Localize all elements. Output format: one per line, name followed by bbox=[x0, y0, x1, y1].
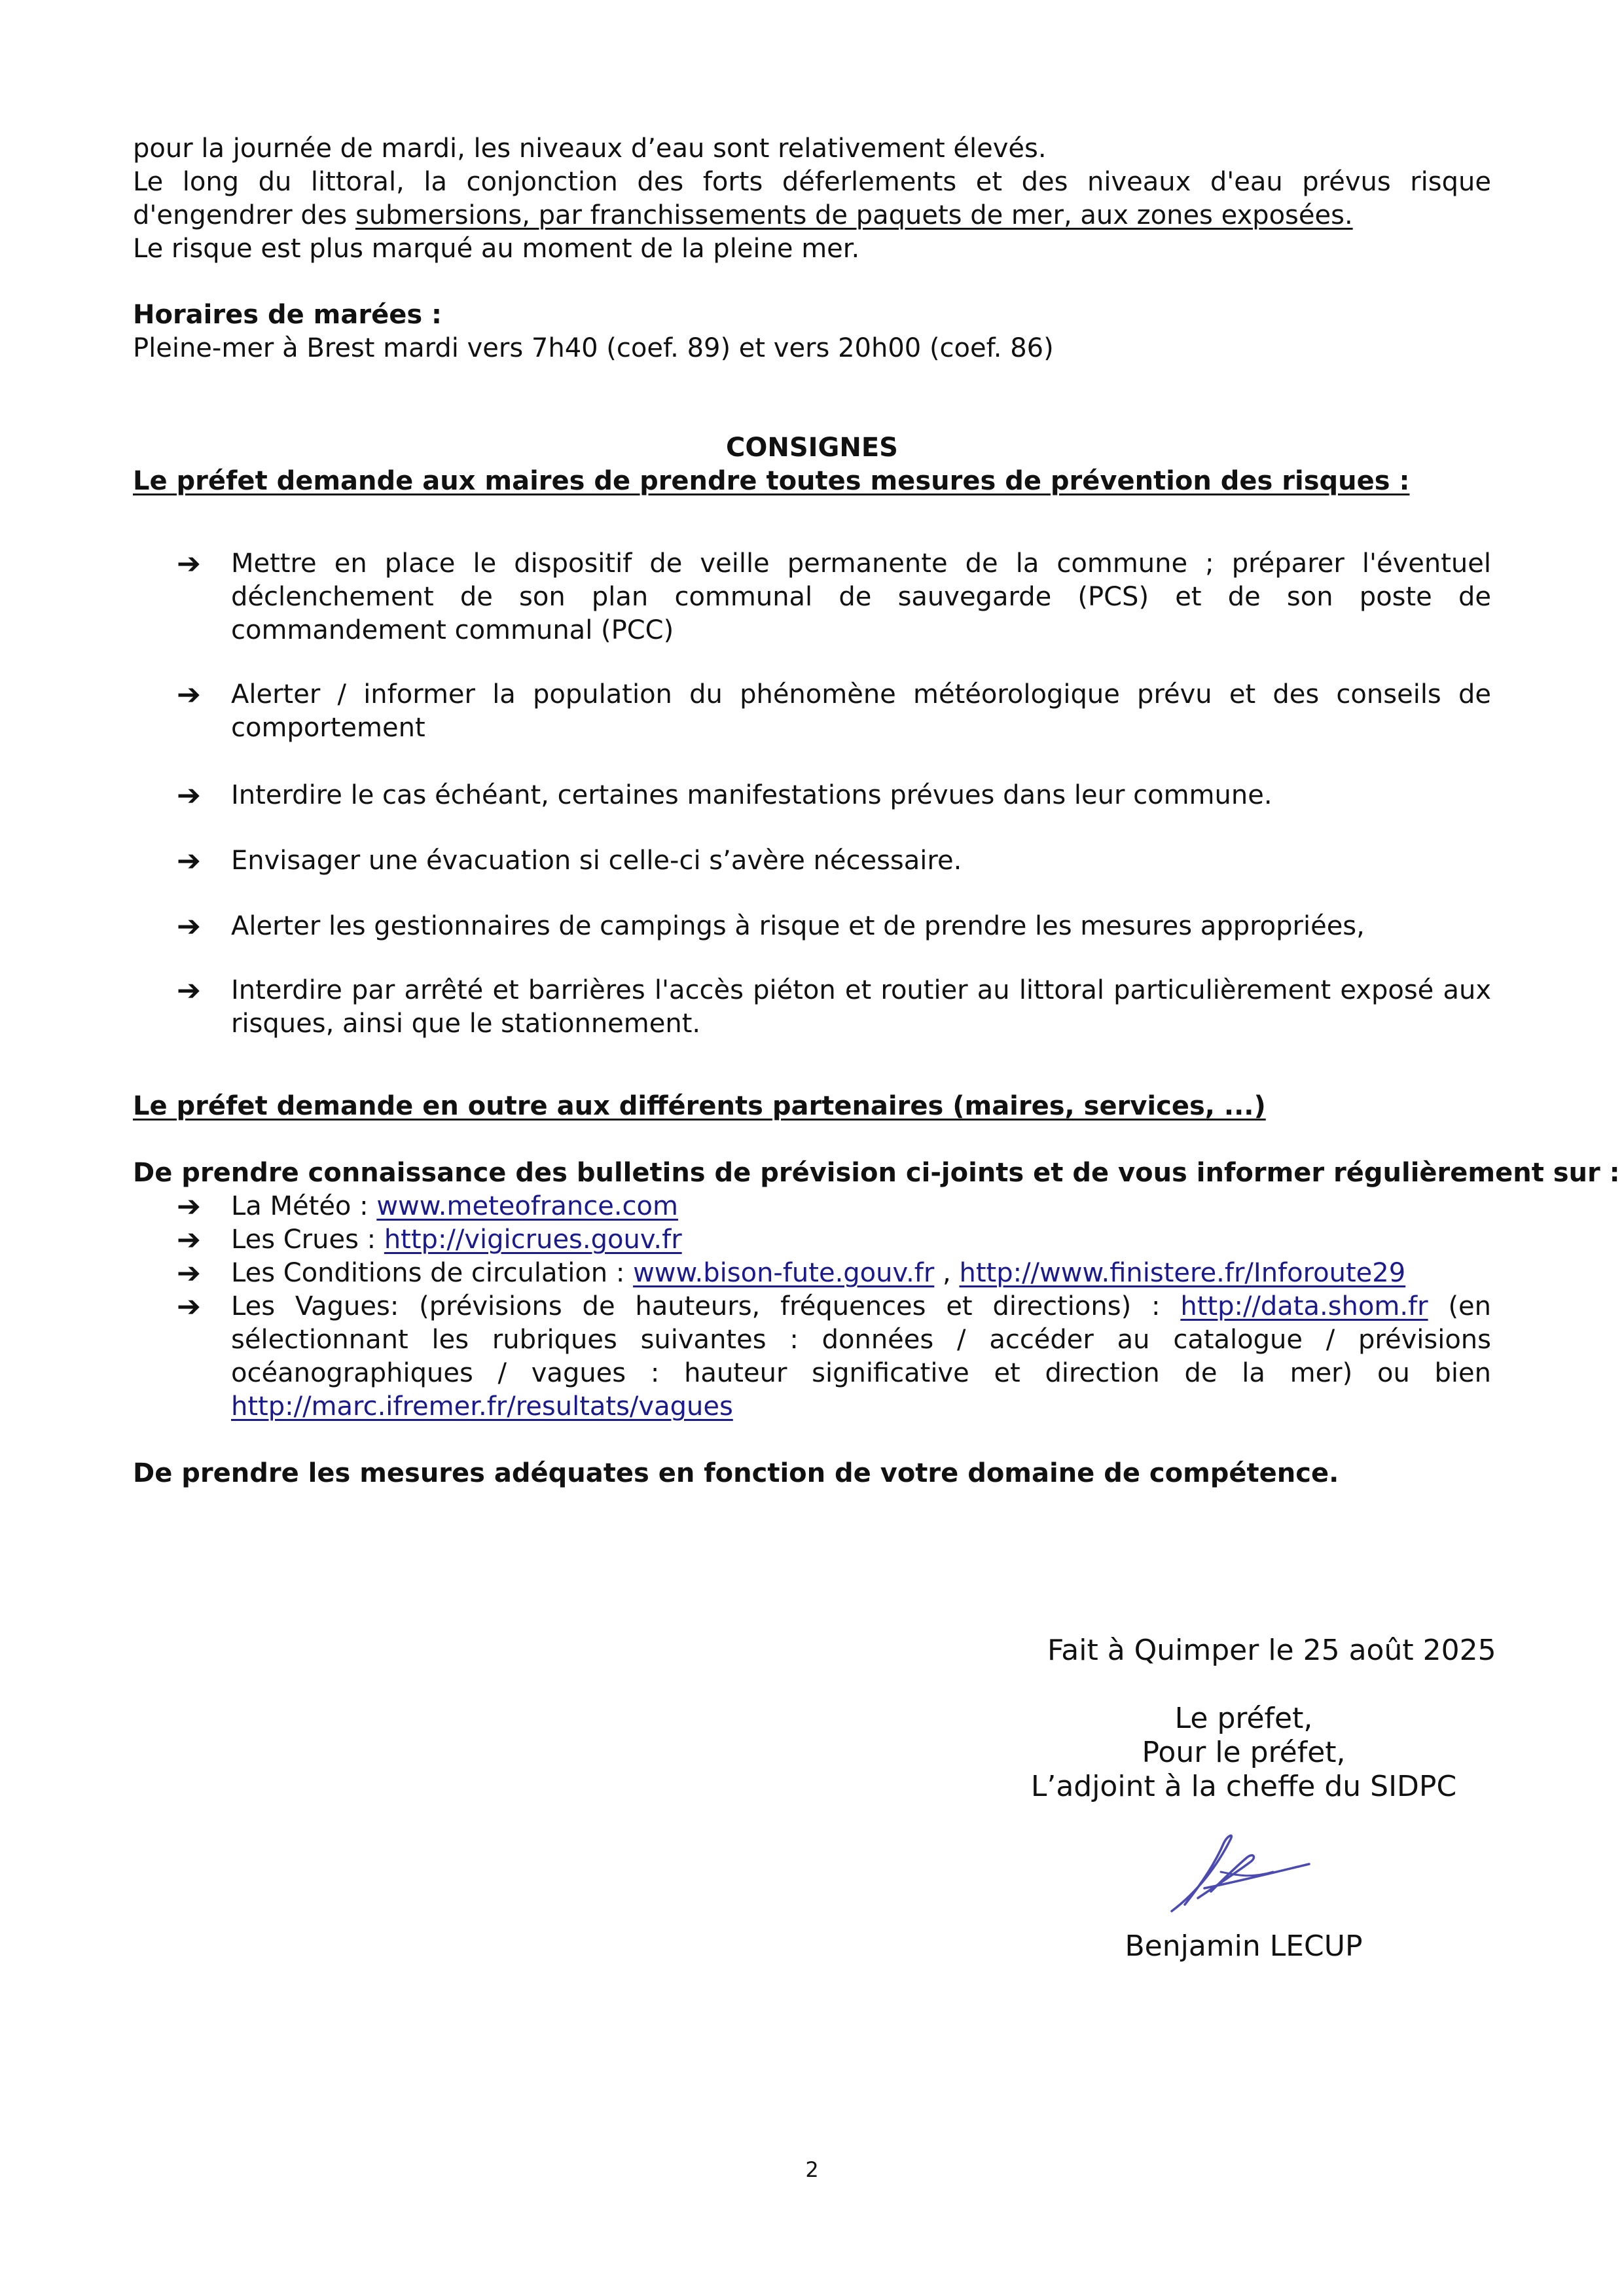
tides-heading: Horaires de marées : bbox=[133, 300, 442, 330]
crues-item: Les Crues : http://vigicrues.gouv.fr bbox=[231, 1225, 682, 1255]
arrow-bullet-icon: ➔ bbox=[177, 779, 201, 812]
vigicrues-link[interactable]: http://vigicrues.gouv.fr bbox=[384, 1225, 682, 1255]
handwritten-signature-image bbox=[1159, 1826, 1329, 1924]
circulation-item: Les Conditions de circulation : www.bison-fute.gouv.fr , http://www.finistere.fr/Inforoute29 bbox=[231, 1258, 1406, 1288]
closing-instruction: De prendre les mesures adéquates en fonction de votre domaine de compétence. bbox=[133, 1458, 1339, 1488]
arrow-bullet-icon: ➔ bbox=[177, 974, 201, 1007]
submersion-warning: submersions, par franchissements de paquets de mer, aux zones exposées. bbox=[355, 200, 1353, 230]
intro-line-2: Le long du littoral, la conjonction des forts déferlements et des niveaux d'eau prévus risque bbox=[133, 167, 1491, 197]
consigne-item-6: Interdire par arrêté et barrières l'accès piéton et routier au littoral particulièrement exposé aux risques, ainsi que le stationnement. bbox=[231, 975, 1491, 1039]
consignes-subtitle: Le préfet demande aux maires de prendre toutes mesures de prévention des risques : bbox=[133, 466, 1410, 496]
inforoute29-link[interactable]: http://www.finistere.fr/Inforoute29 bbox=[959, 1258, 1406, 1288]
arrow-bullet-icon: ➔ bbox=[177, 1257, 201, 1290]
intro-line-1: pour la journée de mardi, les niveaux d’eau sont relativement élevés. bbox=[133, 134, 1047, 164]
intro-line-4: Le risque est plus marqué au moment de la pleine mer. bbox=[133, 234, 860, 264]
place-date: Fait à Quimper le 25 août 2025 bbox=[1047, 1634, 1496, 1667]
info-heading: De prendre connaissance des bulletins de prévision ci-joints et de vous informer régulièrement sur : bbox=[133, 1158, 1620, 1188]
arrow-bullet-icon: ➔ bbox=[177, 1290, 201, 1323]
signature-role-1: Le préfet, bbox=[1174, 1702, 1313, 1735]
arrow-bullet-icon: ➔ bbox=[177, 547, 201, 581]
signature-role-3: L’adjoint à la cheffe du SIDPC bbox=[1030, 1770, 1457, 1803]
consignes-title: CONSIGNES bbox=[726, 433, 898, 463]
page-number: 2 bbox=[805, 2157, 819, 2182]
consigne-item-3: Interdire le cas échéant, certaines manifestations prévues dans leur commune. bbox=[231, 780, 1272, 810]
meteo-item: La Météo : www.meteofrance.com bbox=[231, 1191, 678, 1221]
signatory-name: Benjamin LECUP bbox=[1125, 1929, 1363, 1963]
ifremer-vagues-link[interactable]: http://marc.ifremer.fr/resultats/vagues bbox=[231, 1391, 733, 1422]
consigne-item-2: Alerter / informer la population du phénomène météorologique prévu et des conseils de comportement bbox=[231, 679, 1491, 743]
consigne-item-1: Mettre en place le dispositif de veille permanente de la commune ; préparer l'éventuel déclenchement de son plan communal de sauvegarde (PCS) et de son poste de commandement communal (PCC) bbox=[231, 548, 1491, 645]
vagues-item: Les Vagues: (prévisions de hauteurs, fréquences et directions) : http://data.shom.fr (en sélectionnant les rubriques suivantes : données / accéder au catalogue / prévisions océanographiques / vagues : hauteur significative et direction de la mer) ou bien http://marc.ifremer.fr/resultats/vagues bbox=[231, 1291, 1492, 1422]
arrow-bullet-icon: ➔ bbox=[177, 678, 201, 711]
tides-text: Pleine-mer à Brest mardi vers 7h40 (coef. 89) et vers 20h00 (coef. 86) bbox=[133, 333, 1054, 363]
consigne-item-5: Alerter les gestionnaires de campings à risque et de prendre les mesures appropriées, bbox=[231, 911, 1365, 941]
signature-role-2: Pour le préfet, bbox=[1142, 1736, 1346, 1769]
meteofrance-link[interactable]: www.meteofrance.com bbox=[376, 1191, 678, 1221]
consigne-item-4: Envisager une évacuation si celle-ci s’avère nécessaire. bbox=[231, 846, 962, 876]
partners-heading: Le préfet demande en outre aux différents partenaires (maires, services, ...) bbox=[133, 1091, 1266, 1121]
arrow-bullet-icon: ➔ bbox=[177, 1223, 201, 1257]
arrow-bullet-icon: ➔ bbox=[177, 910, 201, 943]
data-shom-link[interactable]: http://data.shom.fr bbox=[1180, 1291, 1428, 1321]
arrow-bullet-icon: ➔ bbox=[177, 844, 201, 878]
arrow-bullet-icon: ➔ bbox=[177, 1190, 201, 1223]
intro-line-3: d'engendrer des submersions, par franchissements de paquets de mer, aux zones exposées. bbox=[133, 200, 1353, 230]
bison-fute-link[interactable]: www.bison-fute.gouv.fr bbox=[633, 1258, 935, 1288]
